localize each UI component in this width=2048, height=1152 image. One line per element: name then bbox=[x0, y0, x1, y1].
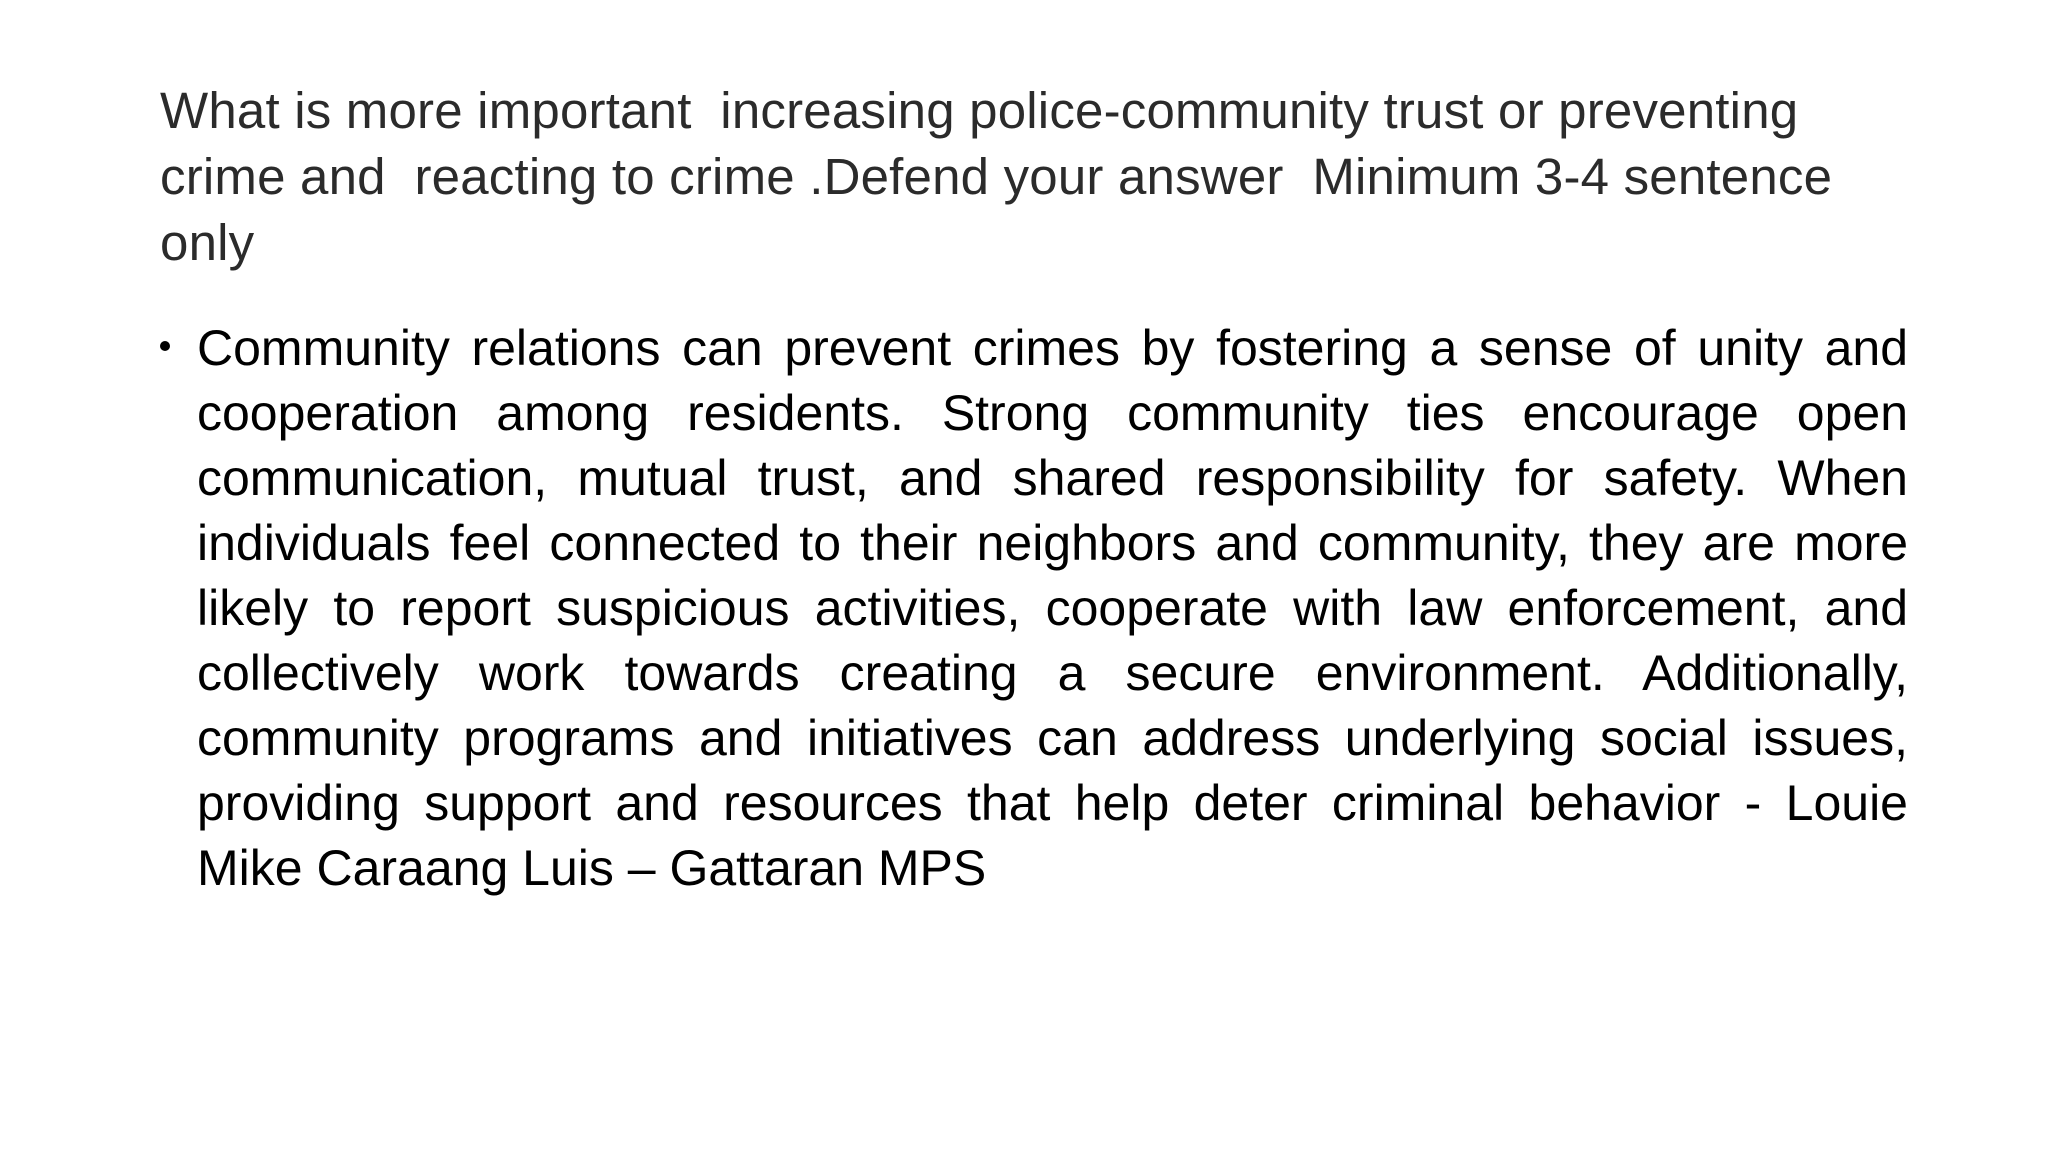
slide-title: What is more important increasing police-community trust or preventing crime and reacting to crime .Defend your answer Minimum 3-4 sentence only bbox=[160, 82, 1847, 271]
bullet-text: Community relations can prevent crimes by fostering a sense of unity and cooperation among residents. Strong community ties encourage open communication, mutual trust, and shared responsibility for safety. When individuals feel connected to their neighbors and community, they are more likely to report suspicious activities, cooperate with law enforcement, and collectively work towards creating a secure environment. Additionally, community programs and initiatives can address underlying social issues, providing support and resources that help deter criminal behavior - Louie Mike Caraang Luis – Gattaran MPS bbox=[197, 320, 1908, 896]
bullet-dot-icon bbox=[160, 341, 170, 351]
bullet-item bbox=[160, 316, 1908, 901]
bullet-list bbox=[160, 316, 1908, 901]
